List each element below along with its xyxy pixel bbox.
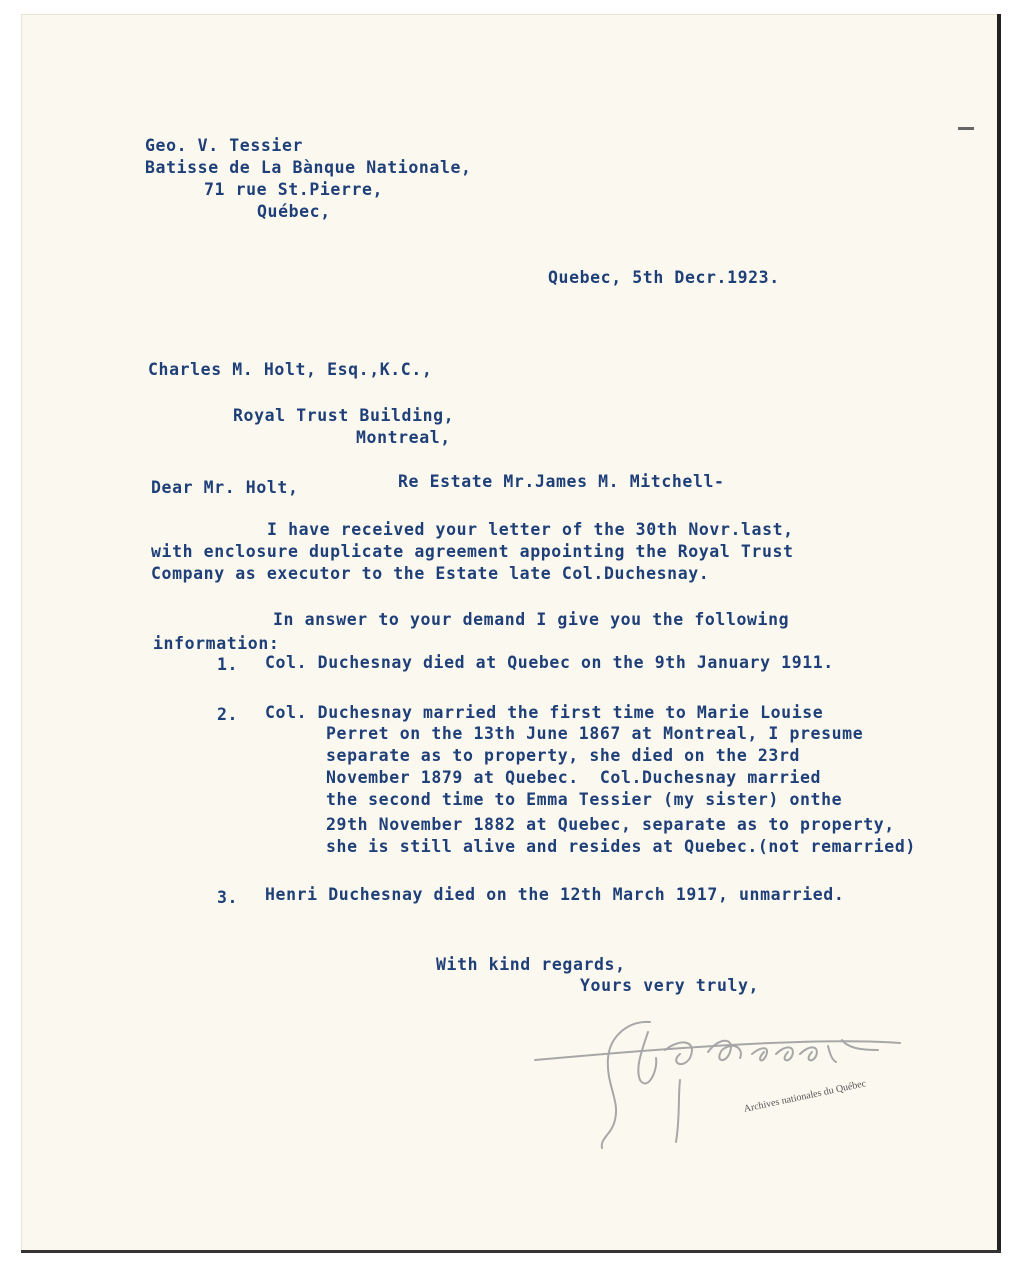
list-item-text: Perret on the 13th June 1867 at Montreal, I presume — [326, 724, 864, 743]
list-item-text: she is still alive and resides at Quebec.(not remarried) — [326, 837, 916, 856]
body-paragraph1-line2: with enclosure duplicate agreement appointing the Royal Trust — [151, 542, 794, 561]
list-item-text: separate as to property, she died on the 23rd — [326, 746, 801, 765]
letterhead-address-line1: Batisse de La Bànque Nationale, — [145, 158, 472, 177]
archive-stamp: Archives nationales du Québec — [742, 1078, 868, 1115]
list-item-text: November 1879 at Quebec. Col.Duchesnay married — [326, 768, 822, 787]
list-item-text: Henri Duchesnay died on the 12th March 1917, unmarried. — [265, 885, 845, 904]
closing-yours-truly: Yours very truly, — [580, 976, 760, 995]
recipient-building: Royal Trust Building, — [233, 406, 455, 425]
list-item-text: the second time to Emma Tessier (my sister) onthe — [326, 790, 843, 809]
list-item-text: Col. Duchesnay married the first time to Marie Louise — [265, 703, 824, 722]
list-item-number: 3. — [217, 888, 239, 907]
list-item-text: Col. Duchesnay died at Quebec on the 9th January 1911. — [265, 653, 834, 672]
closing-regards: With kind regards, — [436, 955, 626, 974]
salutation: Dear Mr. Holt, — [151, 478, 299, 497]
page-edge-shadow — [997, 14, 1001, 1252]
list-item-text: 29th November 1882 at Quebec, separate as to property, — [326, 815, 895, 834]
subject-line: Re Estate Mr.James M. Mitchell- — [398, 472, 725, 491]
body-paragraph1-line3: Company as executor to the Estate late Col.Duchesnay. — [151, 564, 710, 583]
letterhead-name: Geo. V. Tessier — [145, 136, 304, 155]
letterhead-address-line2: 71 rue St.Pierre, — [204, 180, 384, 199]
body-paragraph2-line2: information: — [153, 634, 280, 653]
list-item-number: 1. — [217, 655, 239, 674]
body-paragraph1-line1: I have received your letter of the 30th Novr.last, — [267, 520, 794, 539]
letter-date: Quebec, 5th Decr.1923. — [548, 268, 780, 287]
recipient-name: Charles M. Holt, Esq.,K.C., — [148, 360, 433, 379]
margin-mark — [958, 127, 974, 130]
recipient-city: Montreal, — [356, 428, 451, 447]
list-item-number: 2. — [217, 705, 239, 724]
page-edge-shadow-bottom — [21, 1250, 1001, 1253]
letterhead-address-line3: Québec, — [257, 202, 331, 221]
body-paragraph2-line1: In answer to your demand I give you the following — [273, 610, 790, 629]
